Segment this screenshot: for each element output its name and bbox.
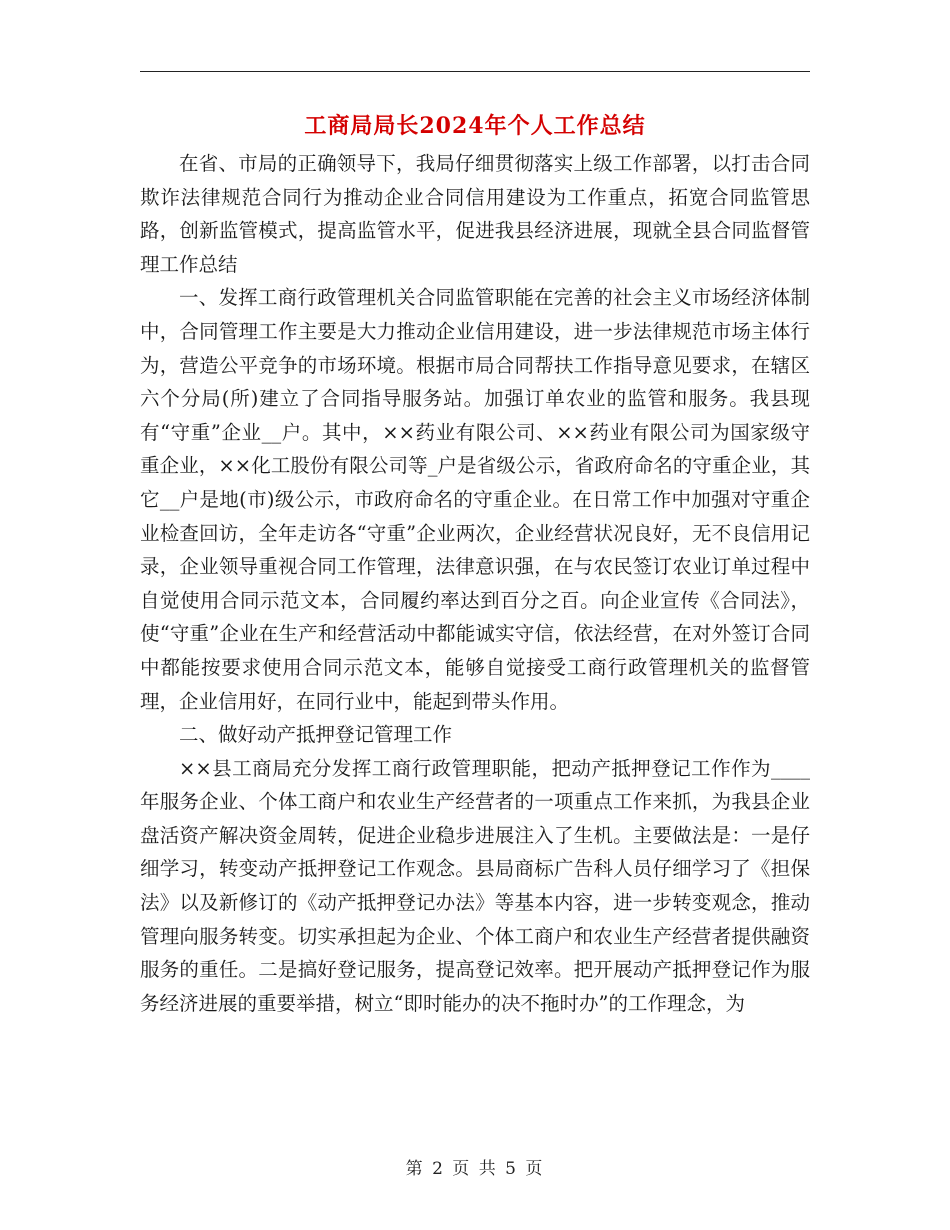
page-number-footer: 第 2 页 共 5 页 — [405, 1159, 545, 1179]
document-body — [140, 147, 810, 1020]
paragraph-section-1: 一、发挥工商行政管理机关合同监管职能在完善的社会主义市场经济体制中，合同管理工作主要是大力推动企业信用建设，进一步法律规范市场主体行为，营造公平竞争的市场环境。根据市局合同帮扶工作指导意见要求，在辖区六个分局(所)建立了合同指导服务站。加强订单农业的监管和服务。我县现有“守重”企业__户。其中，××药业有限公司、××药业有限公司为国家级守重企业，××化工股份有限公司等_户是省级公示，省政府命名的守重企业，其它__户是地(市)级公示，市政府命名的守重企业。在日常工作中加强对守重企业检查回访，全年走访各“守重”企业两次，企业经营状况良好，无不良信用记录，企业领导重视合同工作管理，法律意识强，在与农民签订农业订单过程中自觉使用合同示范文本，合同履约率达到百分之百。向企业宣传《合同法》，使“守重”企业在生产和经营活动中都能诚实守信，依法经营，在对外签订合同中都能按要求使用合同示范文本，能够自觉接受工商行政管理机关的监督管理，企业信用好，在同行业中，能起到带头作用。 — [140, 286, 810, 713]
header-rule — [140, 71, 810, 72]
paragraph-intro: 在省、市局的正确领导下，我局仔细贯彻落实上级工作部署，以打击合同欺诈法律规范合同行为推动企业合同信用建设为工作重点，拓宽合同监管思路，创新监管模式，提高监管水平，促进我县经济进展，现就全县合同监督管理工作总结 — [140, 152, 810, 276]
paragraph-section-2-heading: 二、做好动产抵押登记管理工作 — [179, 723, 453, 747]
document-title: 工商局局长2024年个人工作总结 — [304, 113, 646, 139]
paragraph-section-2-body: ××县工商局充分发挥工商行政管理职能，把动产抵押登记工作作为____年服务企业、个体工商户和农业生产经营者的一项重点工作来抓，为我县企业盘活资产解决资金周转，促进企业稳步进展注入了生机。主要做法是：一是仔细学习，转变动产抵押登记工作观念。县局商标广告科人员仔细学习了《担保法》以及新修订的《动产抵押登记办法》等基本内容，进一步转变观念，推动管理向服务转变。切实承担起为企业、个体工商户和农业生产经营者提供融资服务的重任。二是搞好登记服务，提高登记效率。把开展动产抵押登记作为服务经济进展的重要举措，树立“即时能办的决不拖时办”的工作理念，为 — [140, 756, 810, 1015]
